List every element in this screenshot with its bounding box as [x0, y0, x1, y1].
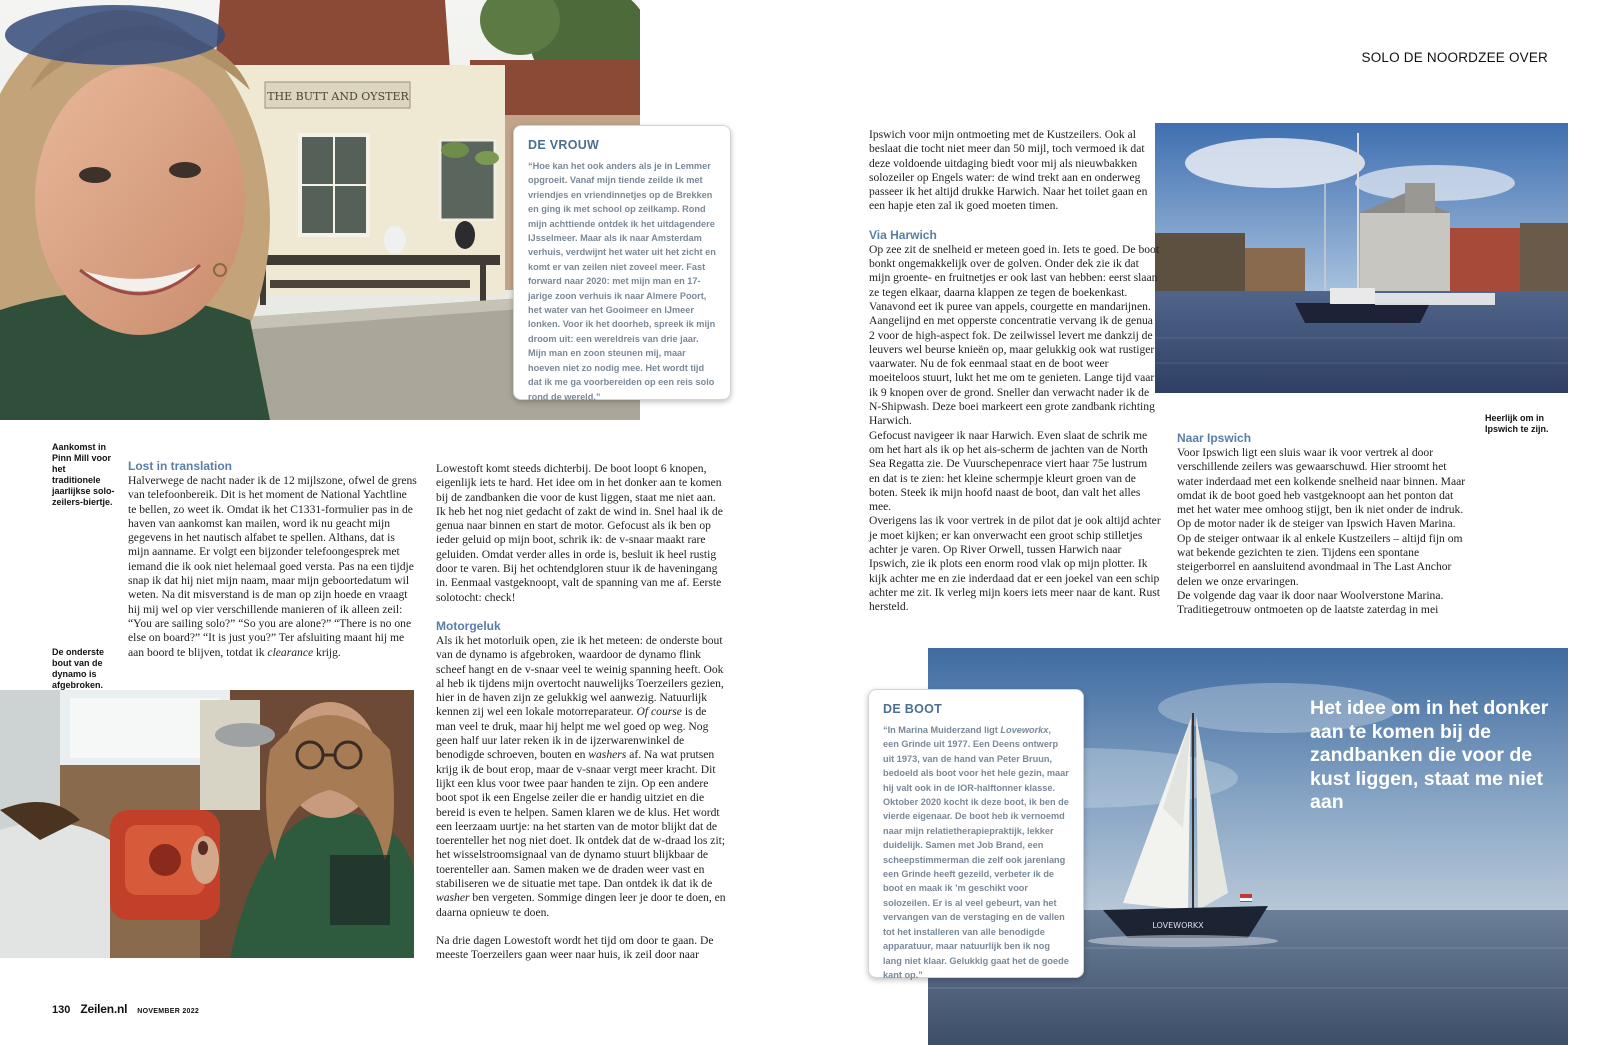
boat-name-emphasis: Loveworkx — [1000, 725, 1049, 735]
article-column-3 — [869, 128, 1161, 615]
magazine-logo: Zeilen.nl — [80, 1002, 128, 1016]
sidebar-de-vrouw — [513, 125, 731, 400]
paragraph: Halverwege de nacht nader ik de 12 mijlszone, ofwel de grens van telefoonbereik. Dit is het moment de National Yachtline te bellen, zo weet ik. Omdat ik het C1331-formulier pas in de haven van aankomst kan mailen, word ik nu geacht mijn gegevens in het nautisch alfabet te spellen. Althans, dat is mijn aanname. Er volgt een bijzonder telefoongesprek met iemand die ik ook niet helemaal goed versta. Pas na een tijdje snap ik dat hij niet mijn naam, maar mijn geboortedatum wil weten. Na dit misverstand is de man op zijn hoede en vraagt hij mij wel op vier verschillende manieren of ik alleen zeil: “You are sailing solo?” “So you are alone?” “There is no one else on board?” “It is just you?” Ter afsluiting maant hij me aan boord te blijven, totdat ik clearance krijg. — [128, 474, 417, 659]
paragraph: Voor Ipswich ligt een sluis waar ik voor vertrek al door verschillende zeilers was gewaarschuwd. Hier stroomt het water inderdaad met een kolkende snelheid naar binnen. Maar omdat ik de boot goed heb vastgeknoopt aan het ponton dat met het water mee omhoog stijgt, ben ik niet onder de indruk. — [1177, 446, 1466, 517]
paragraph: Gefocust navigeer ik naar Harwich. Even slaat de schrik me om het hart als ik op het ais-scherm de jachten van de North Sea Regatta zie. De Vuurschepenrace viert haar 75e lustrum en dat is te zien: het kleine schermpje kleurt groen van de boten. Steek ik mijn hoofd naast de boot, dan valt het alles mee. — [869, 428, 1148, 514]
photo-dynamo-repair — [0, 690, 414, 958]
sidebar-vrouw-title: DE VROUW — [528, 138, 600, 152]
paragraph: Op de motor nader ik de steiger van Ipswich Haven Marina. Op de steiger ontwaar ik al enkele Kustzeilers – altijd fijn om wat bekende gezichten te zien. Tijdens een spontane steigerborrel en aansluitend avondmaal in The Last Anchor delen we onze ervaringen. — [1177, 517, 1463, 588]
article-column-4 — [1177, 431, 1469, 618]
issue-date: NOVEMBER 2022 — [137, 1008, 200, 1015]
folio — [52, 1002, 199, 1016]
pull-quote: Het idee om in het donker aan te komen bij de zandbanken die voor de kust liggen, staat me niet aan — [1310, 697, 1549, 813]
paragraph: Lowestoft komt steeds dichterbij. De boot loopt 6 knopen, eigenlijk iets te hard. Het idee om in het donker aan te komen bij de zandbanken die voor de kust liggen, staat me niet aan. Ik heb het nog niet gedacht of zakt de wind in. Snel haal ik de genua naar binnen en start de motor. Gefocust als ik ben op ieder geluid op mijn boot, schrik ik: de v-snaar maakt rare geluiden. Omdat verder alles in orde is, besluit ik heel rustig door te varen. Bij het ochtendgloren stuur ik de haveningang in. Eenmaal vastgeknoopt, valt de spanning van me af. Eerste solotocht: check! — [436, 462, 723, 604]
paragraph: Ipswich voor mijn ontmoeting met de Kustzeilers. Ook al beslaat die tocht niet meer dan 50 mijl, toch vermoed ik dat deze voldoende uitdaging biedt voor mij als nieuwbakken solozeiler op Engels water: de wind trekt aan en onderweg passeer ik het altijd drukke Harwich. Naar het toilet gaan en een hapje eten zal ik goed moeten timen. — [869, 128, 1148, 213]
sidebar-vrouw-text: “Hoe kan het ook anders als je in Lemmer opgroeit. Vanaf mijn tiende zeilde ik met vriendjes en vriendinnetjes op de Brekken en ging ik met school op zeilkamp. Rond mijn achttiende ontdek ik het uitdagendere IJsselmeer. Maar als ik naar Amsterdam verhuis, verdwijnt het water uit het zicht en komt er van zeilen niet zoveel meer. Fast forward naar 2020: met mijn man en 17-jarige zoon verhuis ik naar Almere Poort, het water van het Gooimeer en IJmeer lonken. Voor ik het doorheb, spreek ik mijn droom uit: een wereldreis van drie jaar. Mijn man en zoon steunen mij, maar hoeven niet zo nodig mee. Het wordt tijd dat ik me ga voorbereiden op een reis solo rond de wereld.” — [528, 161, 716, 402]
heading-motorgeluk: Motorgeluk — [436, 618, 501, 633]
hull-name-text: LOVEWORKX — [1152, 921, 1204, 930]
paragraph: Na drie dagen Lowestoft wordt het tijd om door te gaan. De meeste Toerzeilers gaan weer naar huis, ik zeil door naar — [436, 933, 714, 962]
sidebar-boot-text: “In Marina Muiderzand ligt Loveworkx, een Grinde uit 1977. Een Deens ontwerp uit 1973, van de hand van Peter Bruun, bedoeld als boot voor het hele gezin, maar hij valt ook in de IOR-halftonner klasse. Oktober 2020 kocht ik deze boot, ik ben de vierde eigenaar. De boot heb ik vernoemd naar mijn relatietherapiepraktijk, lekker duidelijk. Samen met Job Brand, een scheepstimmerman die zelf ook jarenlang een Grinde heeft gezeild, verbeter ik de boot en maak ik ’m geschikt voor solozeilen. Er is al veel gebeurt, van het vervangen van de verstaging en de vallen tot het installeren van alle benodigde apparatuur, maar natuurlijk ben ik nog lang niet klaar. Gelukkig gaat het de goede kant op.” — [883, 725, 1069, 980]
caption-dynamo: De onderste bout van de dynamo is afgebroken. — [52, 647, 105, 690]
paragraph: Aangelijnd en met opperste concentratie vervang ik de genua 2 voor de high-aspect fok. De zeilwissel levert me dankzij de leuvers wel beurse knieën op, maar gelukkig ook wat rustiger vaarwater. Nu de fok eenmaal staat en de boot weer moeiteloos stuurt, lukt het me om te genieten. Lange tijd vaar ik 9 knopen over de grond. Sneller dan verwacht nader ik de N-Shipwash. Deze boei markeert een grote zandbank richting Harwich. — [869, 314, 1155, 428]
caption-ipswich: Heerlijk om in Ipswich te zijn. — [1485, 413, 1549, 434]
heading-lost-in-translation: Lost in translation — [128, 459, 233, 473]
running-head: SOLO DE NOORDZEE OVER — [1361, 50, 1548, 65]
photo-ipswich-marina — [1155, 123, 1568, 393]
paragraph: De volgende dag vaar ik door naar Woolverstone Marina. Traditiegetrouw ontmoeten op de laatste zaterdag in mei — [1177, 588, 1444, 617]
sidebar-boot-title: DE BOOT — [883, 702, 943, 716]
article-column-2 — [436, 462, 728, 963]
article-column-1 — [128, 459, 418, 660]
caption-arrival: Aankomst in Pinn Mill voor het traditionele jaarlijkse solo-zeilers-biertje. — [52, 442, 115, 507]
heading-via-harwich: Via Harwich — [869, 227, 937, 242]
paragraph: Als ik het motorluik open, zie ik het meteen: de onderste bout van de dynamo is afgebroken, waardoor de dynamo flink scheef hangt en de v-snaar veel te weinig spanning heeft. Ook al heb ik tijdens mijn overtocht nauwelijks Toerzeilers gezien, hier in de haven zijn ze gelukkig wel aanwezig. Natuurlijk kennen zij wel een lokale motorreparateur. Of course is de man veel te druk, maar hij helpt me wel goed op weg. Nog geen half uur later reken ik in de ijzerwarenwinkel de benodigde schroeven, bouten en washers af. Na wat prutsen krijg ik de bout erop, maar de v-snaar vergt meer kracht. Dit lijkt een klus voor twee paar handen te zijn. Op een andere boot spot ik een Engelse zeiler die er handig uitziet en die bereid is even te helpen. Samen klaren we de klus. Het wordt een leerzaam uurtje: na het starten van de motor blijkt dat de toerenteller het nog niet doet. Ik ontdek dat de w-draad los zit; het wisselstroomsignaal van de dynamo stuurt blijkbaar de toerenteller aan. Samen maken we de draden weer vast en stabiliseren we de situatie met tape. Dan ontdek ik dat ik de washer ben vergeten. Sommige dingen leer je door te doen, en daarna opnieuw te doen. — [436, 633, 726, 919]
page-number: 130 — [52, 1004, 71, 1016]
heading-naar-ipswich: Naar Ipswich — [1177, 431, 1252, 445]
pub-sign-text: THE BUTT AND OYSTER — [267, 90, 409, 103]
paragraph: Op zee zit de snelheid er meteen goed in. Iets te goed. De boot bonkt ongemakkelijk over de golven. Onder dek zie ik dat mijn groente- en fruitnetjes er ook last van hebben: eerst slaan ze tegen elkaar, daarna klappen ze tegen de boekenkast. Vanavond eet ik puree van appels, courgette en mandarijnen. — [869, 242, 1160, 313]
sidebar-de-boot — [868, 689, 1084, 978]
paragraph: Overigens las ik voor vertrek in de pilot dat je ook altijd achter je moet kijken; er kan onverwacht een groot schip stilletjes achter je varen. Op River Orwell, tussen Harwich naar Ipswich, zie ik plots een enorm rood vlak op mijn plotter. Ik kijk achter me en zie inderdaad dat er een joekel van een schip achter me zit. Ik verleg mijn koers iets meer naar de kant. Rust hersteld. — [869, 514, 1161, 614]
